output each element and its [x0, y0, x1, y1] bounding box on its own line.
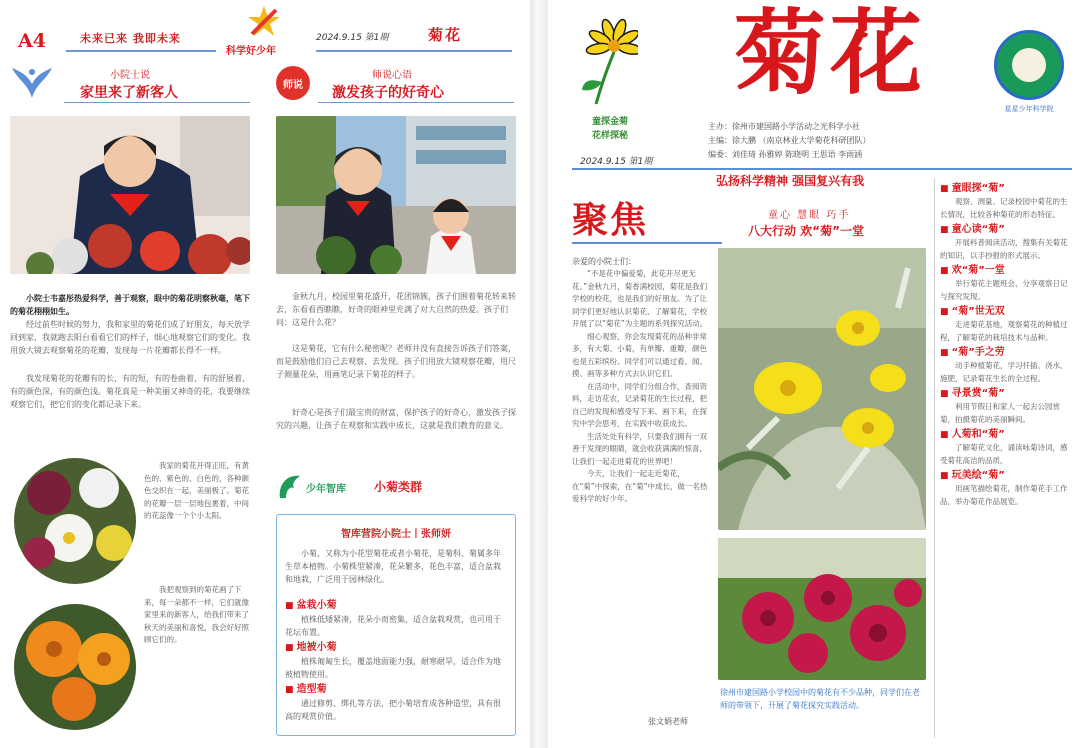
- teacher-badge-label: 师说: [283, 79, 303, 91]
- photo-chrysanthemum-orange: [14, 604, 136, 730]
- col1-title: 家里来了新客人: [80, 85, 178, 101]
- credit-row-3: 编委：刘佳琦 孙雅婷 陈晓明 王思语 李雨涵: [708, 150, 863, 159]
- activity-4-label: ■ “菊”世无双: [940, 305, 1074, 319]
- card-item-2-text: 植株匍匐生长，覆盖地面能力强，耐寒耐旱，适合作为地被植物使用。: [285, 657, 501, 679]
- photo-magenta-chrysanthemum: [718, 538, 926, 680]
- photo-yellow-chrysanthemum: [718, 248, 926, 530]
- credit-text-1: 徐州市建国路小学活动之光科学小社: [732, 122, 860, 131]
- photo-caption: 徐州市建国路小学校园中的菊花有不少品种，同学们在老师的带领下，开展了菊花探究实践活动。: [720, 688, 920, 710]
- activity-4-text: 走进菊花基地，观察菊花的种植过程，了解菊花的栽培技术与品种。: [940, 320, 1068, 342]
- header-rule-right: [316, 50, 512, 52]
- logo-circle-icon: [994, 30, 1064, 100]
- card-title: 智库营院小院士丨张师妍: [341, 529, 451, 540]
- activity-1-label: ■ 童眼探“菊”: [940, 182, 1074, 196]
- activity-8: [940, 469, 1074, 508]
- think-tank-card: [276, 514, 516, 736]
- card-item-2-label: ■ 地被小菊: [285, 641, 507, 655]
- sidebar-divider: [934, 178, 935, 738]
- col1-para3: 我发现菊花的花瓣有的长，有的短，有的卷曲着，有的舒展着，有的颜色深，有的颜色浅。菊花真是一种美丽又神奇的花，我要继续观察它们，把它们的变化都记录下来。: [10, 374, 250, 409]
- header-paper-name: 菊花: [428, 26, 463, 44]
- right-page: [548, 0, 1080, 748]
- card-item-1: [285, 599, 507, 639]
- col1-para1: 小院士韦嘉彤热爱科学，善于观察，眼中的菊花明察秋毫，笔下的菊花栩栩如生。: [10, 294, 250, 316]
- col2-para1: 金秋九月，校园里菊花盛开，花团锦簇，孩子们围着菊花转来转去，东看看西瞧瞧，好奇的眼神里充满了对大自然的热爱。孩子们问：这是什么花？: [276, 292, 516, 327]
- logo-caption: 星星少年科学院: [1004, 105, 1054, 113]
- activity-3-text: 举行菊花主题班会，分享观察日记与探究发现。: [940, 279, 1068, 301]
- focus-title: 聚焦: [572, 200, 649, 241]
- card-item-3-text: 通过修剪、绑扎等方法，把小菊培育成各种造型，具有很高的观赏价值。: [285, 699, 501, 721]
- body-para-3: 在活动中，同学们分组合作，查阅资料，走访花农，记录菊花的生长过程，把自己的发现和感受写下来、画下来，在探究中学会思考，在实践中收获成长。: [572, 381, 707, 428]
- activity-7-text: 了解菊花文化，诵读咏菊诗词，感受菊花高洁的品质。: [940, 443, 1068, 465]
- credit-text-3: 刘佳琦 孙雅婷 陈晓明 王思语 李雨涵: [732, 150, 863, 159]
- col1-para2: 经过前些时候的努力，我和家里的菊花们成了好朋友，每天放学回到家，我就跑去阳台看看它们的样子，细心地观察它们的变化。我用放大镜去观察菊花的花瓣，发现每一片花瓣都长得不一样。: [10, 320, 250, 355]
- activity-6: [940, 387, 1074, 426]
- page-fold: [530, 0, 548, 748]
- page-number: A4: [18, 30, 46, 52]
- masthead-date-issue: 2024.9.15 第1期: [580, 157, 653, 167]
- body-para-5: 今天，让我们一起走近菊花，在“菊”中探索，在“菊”中成长，做一名热爱科学的好少年。: [572, 469, 708, 503]
- headline: 弘扬科学精神 强国复兴有我: [716, 174, 865, 188]
- credit-text-2: 徐大鹏 （南京林业大学菊花科研团队）: [732, 136, 871, 145]
- left-page: [0, 0, 530, 748]
- activity-3-label: ■ 欢“菊”一堂: [940, 264, 1074, 278]
- teacher-badge-icon: [276, 66, 310, 100]
- activity-1: [940, 182, 1074, 221]
- dolphin-icon: [276, 472, 304, 502]
- header-rule-left: [66, 50, 216, 52]
- photo-chrysanthemum-white-purple: [14, 458, 136, 584]
- card-item-1-label: ■ 盆栽小菊: [285, 599, 507, 613]
- activity-8-text: 用画笔描绘菊花，制作菊花手工作品，举办菊花作品展览。: [940, 484, 1068, 506]
- col2-para3: 好奇心是孩子们最宝贵的财富，保护孩子的好奇心，激发孩子探究的兴趣，让孩子在观察和实践中成长，这就是我们教育的意义。: [276, 408, 516, 430]
- col2-title: 激发孩子的好奇心: [332, 85, 444, 101]
- credit-label-1: 主办: [708, 122, 724, 131]
- card-para: 小菊，又称为小花型菊花或者小菊花，是菊科、菊属多年生草本植物。小菊株型紧凑，花朵繁多，花色丰富，适合盆栽和地栽，广泛用于园林绿化。: [285, 549, 501, 584]
- sub-kicker: 童心 慧眼 巧手: [768, 210, 851, 221]
- intro-text: 亲爱的小院士们：: [572, 257, 636, 266]
- credit-label-3: 编委: [708, 150, 724, 159]
- card-item-1-text: 植株低矮紧凑，花朵小而密集，适合盆栽观赏，也可用于花坛布置。: [285, 615, 501, 637]
- wings-icon: [10, 62, 54, 102]
- col2-kicker: 师说心语: [372, 70, 412, 81]
- activity-5-label: ■ “菊”手之劳: [940, 346, 1074, 360]
- activity-6-label: ■ 寻景赏“菊”: [940, 387, 1074, 401]
- star-logo-icon: [246, 4, 282, 40]
- emblem-line-2: 花样探秘: [592, 131, 629, 141]
- logo-inner: [1012, 48, 1046, 82]
- focus-rule: [572, 242, 722, 244]
- activity-6-text: 利用节假日和家人一起去公园赏菊，拍摄菊花的美丽瞬间。: [940, 402, 1060, 424]
- photo-girls-observing: [276, 116, 516, 274]
- activity-8-label: ■ 玩美绘“菊”: [940, 469, 1074, 483]
- col2-title-rule: [318, 102, 514, 103]
- header-date-issue: 2024.9.15 第1期: [316, 33, 389, 43]
- activity-7: [940, 428, 1074, 467]
- credit-row-2: 主编：徐大鹏 （南京林业大学菊花科研团队）: [708, 136, 871, 145]
- col1-para4: 我家的菊花开得正旺，有黄色的、紫色的、白色的，各种颜色交织在一起，美丽极了。菊花的花瓣一层一层地包裹着，中间的花蕊像一个个小太阳。: [144, 461, 249, 520]
- activity-2-label: ■ 童心读“菊”: [940, 223, 1074, 237]
- masthead-rule: [572, 168, 1072, 170]
- photo-girl-magnifier: [10, 116, 250, 274]
- col1-kicker: 小院士说: [110, 70, 150, 81]
- activity-3: [940, 264, 1074, 303]
- activity-2: [940, 223, 1074, 262]
- emblem-line-1: 童探金菊: [592, 117, 629, 127]
- activity-2-text: 开展科普阅读活动，搜集有关菊花的知识，以手抄报的形式展示。: [940, 238, 1068, 260]
- card-item-3: [285, 683, 507, 723]
- body-para-1: “不是花中偏爱菊，此花开尽更无花。”金秋九月，菊香满校园，菊花是我们学校的校花，也是我们的好朋友。为了让同学们更好地认识菊花、了解菊花，学校开展了以“菊花”为主题的系列探究活动。: [572, 269, 708, 328]
- chrysanthemum-emblem-icon: [574, 16, 638, 108]
- col2-para2: 这是菊花，它有什么秘密呢？老师并没有直接告诉孩子们答案，而是鼓励他们自己去观察、去发现。孩子们用放大镜观察花瓣，用尺子测量花朵，用画笔记录下菊花的样子。: [276, 344, 516, 379]
- activity-5: [940, 346, 1074, 385]
- body-para-2: 细心观察，你会发现菊花的品种非常多，有大菊、小菊，有单瓣、重瓣，颜色也是五彩缤纷。同学们可以通过看、闻、摸、画等多种方式去认识它们。: [572, 331, 707, 378]
- activity-5-text: 动手种植菊花，学习扦插、浇水、施肥，记录菊花生长的全过程。: [940, 361, 1068, 383]
- activity-sidebar: [940, 182, 1074, 510]
- activity-7-label: ■ 人菊和“菊”: [940, 428, 1074, 442]
- credits: [708, 120, 1028, 162]
- section-name: 科学好少年: [226, 46, 276, 57]
- body-para-4: 生活处处有科学，只要我们拥有一双善于发现的眼睛，就会收获满满的惊喜，让我们一起走进菊花的世界吧！: [572, 431, 707, 466]
- think-tank-badge: 少年智库: [306, 484, 346, 495]
- card-item-3-label: ■ 造型菊: [285, 683, 507, 697]
- sub-title: 八大行动 欢“菊”一堂: [748, 224, 864, 238]
- think-tank-title: 小菊类群: [374, 480, 423, 494]
- activity-4: [940, 305, 1074, 344]
- masthead-title: 菊花: [734, 0, 927, 107]
- card-item-2: [285, 641, 507, 681]
- col1-title-rule: [64, 102, 250, 103]
- body-text: [572, 268, 712, 506]
- credit-row-1: 主办：徐州市建国路小学活动之光科学小社: [708, 122, 860, 131]
- credit-label-2: 主编: [708, 136, 724, 145]
- col1-para5: 我把观察到的菊花画了下来，每一朵都不一样，它们就像家里来的新客人，给我们带来了秋天的美丽和喜悦，我会好好照顾它们的。: [144, 585, 249, 644]
- header-slogan: 未来已来 我即未来: [80, 32, 181, 45]
- signature: 张文娟老师: [648, 717, 688, 726]
- activity-1-text: 观察、测量、记录校园中菊花的生长情况，比较各种菊花的形态特征。: [940, 197, 1068, 219]
